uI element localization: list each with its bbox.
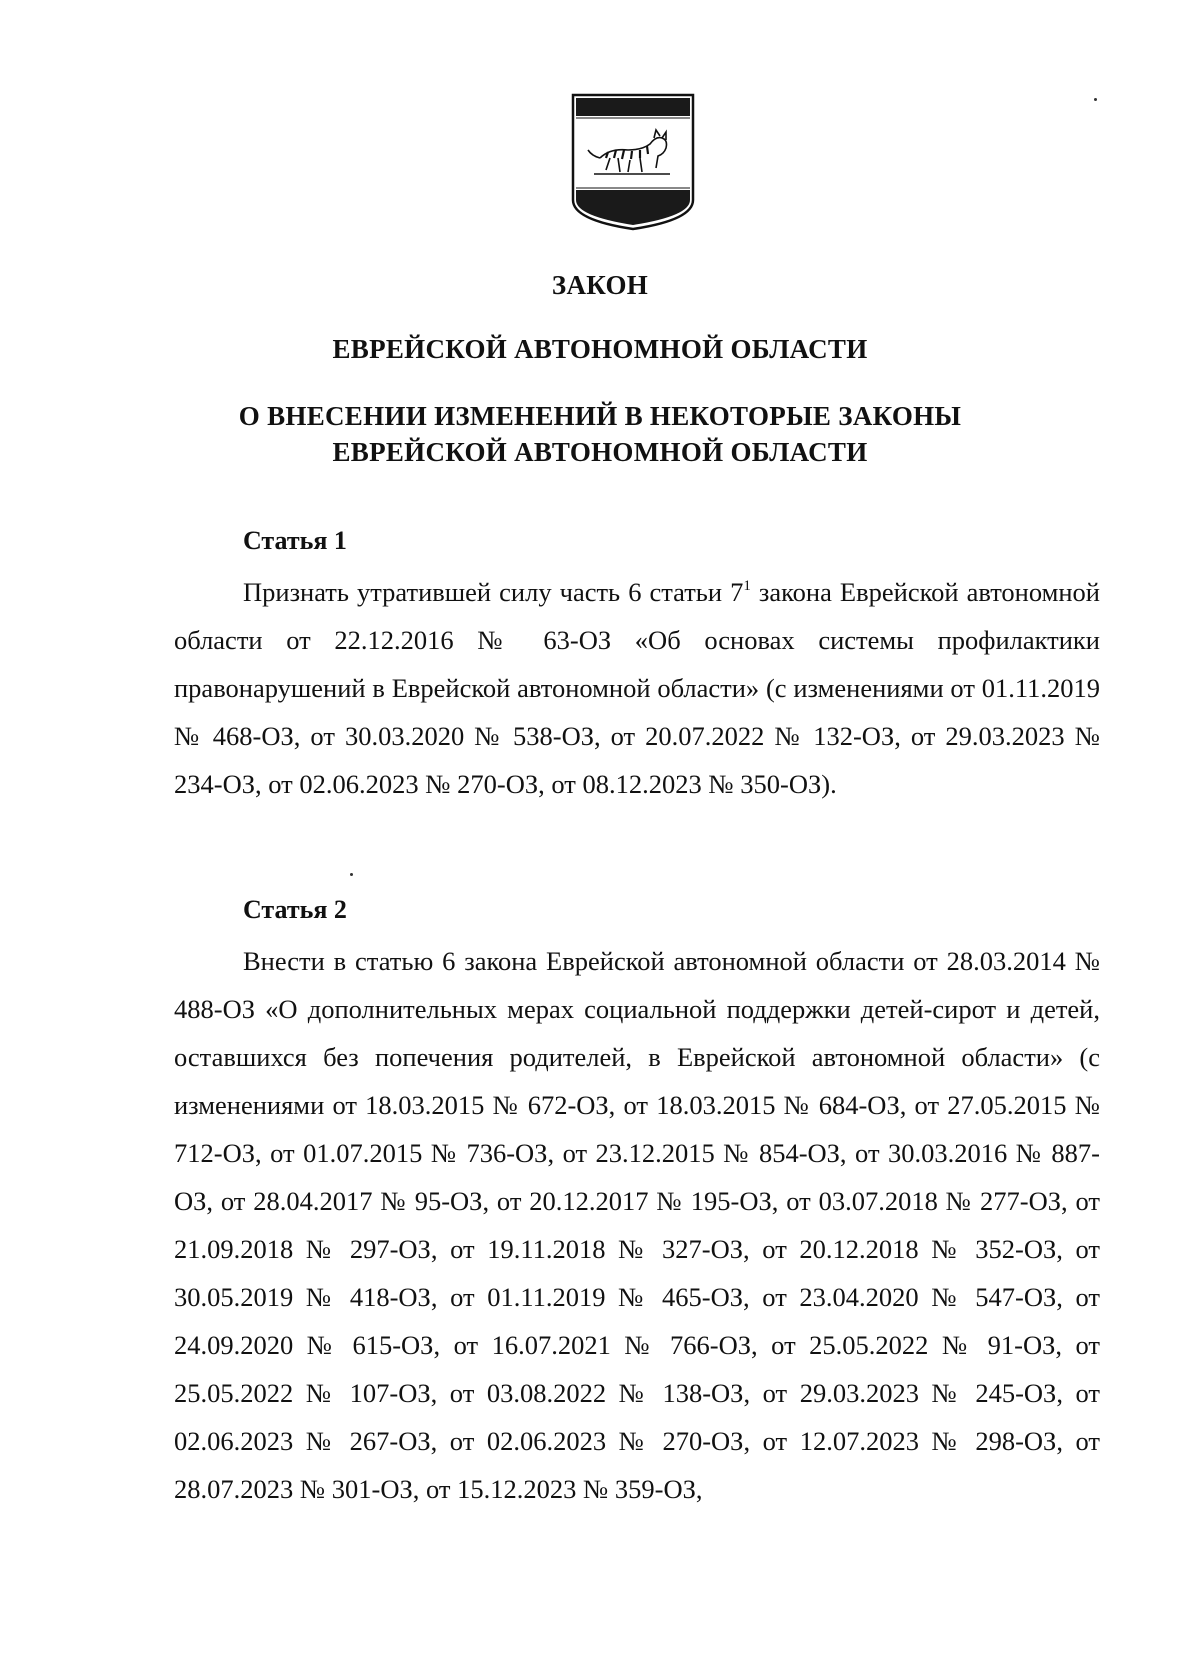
article-1-text-rest: закона Еврейской автономной области от 22.12.2016 № 63-ОЗ «Об основах системы профилактики правонарушений в Еврейской автономной области» (с изменениями от 01.11.2019 № 468-ОЗ, от 30.03.2020 № 538-ОЗ, от 20.07.2022 № 132-ОЗ, от 29.03.2023 № 234-ОЗ, от 02.06.2023 № 270-ОЗ, от 08.12.2023 № 350-ОЗ). [174, 577, 1100, 799]
law-title [0, 270, 1200, 301]
scan-speck [1094, 98, 1097, 101]
subject-line-2: ЕВРЕЙСКОЙ АВТОНОМНОЙ ОБЛАСТИ [332, 437, 868, 467]
subject-line-1: О ВНЕСЕНИИ ИЗМЕНЕНИЙ В НЕКОТОРЫЕ ЗАКОНЫ [238, 401, 962, 431]
scan-speck [350, 873, 353, 876]
article-2-text [174, 937, 1100, 1513]
article-1-text-start: Признать утратившей силу часть 6 статьи 7 [243, 577, 744, 607]
region-label: ЕВРЕЙСКОЙ АВТОНОМНОЙ ОБЛАСТИ [332, 334, 868, 364]
law-label: ЗАКОН [551, 270, 649, 300]
law-subject [0, 398, 1200, 470]
article-1-superscript: 1 [743, 578, 751, 594]
region-title [0, 334, 1200, 365]
article-1-text [174, 568, 1100, 808]
article-1-heading: Статья 1 [243, 526, 347, 555]
coat-of-arms-tiger-icon [570, 92, 696, 232]
article-2-heading: Статья 2 [243, 895, 347, 924]
article-2-paragraph: Внести в статью 6 закона Еврейской автономной области от 28.03.2014 № 488-ОЗ «О дополнительных мерах социальной поддержки детей-сирот и детей, оставшихся без попечения родителей, в Еврейской автономной области» (с изменениями от 18.03.2015 № 672-ОЗ, от 18.03.2015 № 684-ОЗ, от 27.05.2015 № 712-ОЗ, от 01.07.2015 № 736-ОЗ, от 23.12.2015 № 854-ОЗ, от 30.03.2016 № 887-ОЗ, от 28.04.2017 № 95-ОЗ, от 20.12.2017 № 195-ОЗ, от 03.07.2018 № 277-ОЗ, от 21.09.2018 № 297-ОЗ, от 19.11.2018 № 327-ОЗ, от 20.12.2018 № 352-ОЗ, от 30.05.2019 № 418-ОЗ, от 01.11.2019 № 465-ОЗ, от 23.04.2020 № 547-ОЗ, от 24.09.2020 № 615-ОЗ, от 16.07.2021 № 766-ОЗ, от 25.05.2022 № 91-ОЗ, от 25.05.2022 № 107-ОЗ, от 03.08.2022 № 138-ОЗ, от 29.03.2023 № 245-ОЗ, от 02.06.2023 № 267-ОЗ, от 02.06.2023 № 270-ОЗ, от 12.07.2023 № 298-ОЗ, от 28.07.2023 № 301-ОЗ, от 15.12.2023 № 359-ОЗ, [174, 946, 1100, 1504]
